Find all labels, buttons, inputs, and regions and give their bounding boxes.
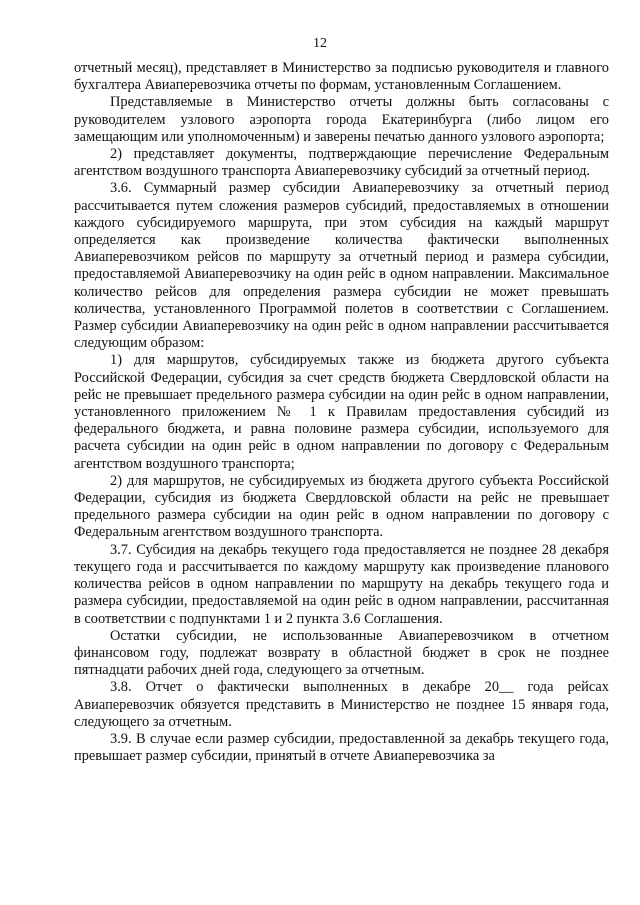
paragraph-3-7: 3.7. Субсидия на декабрь текущего года предоставляется не позднее 28 декабря текущего года и рассчитывается по каждому маршруту как произведение планового количества рейсов в одном направлении по маршруту на декабрь текущего года и размера субсидии, предоставляемой на один рейс в одном направлении, рассчитанная в соответствии с подпунктами 1 и 2 пункта 3.6 Соглашения.	[74, 541, 609, 627]
page-number: 12	[313, 36, 327, 51]
paragraph-3-6: 3.6. Суммарный размер субсидии Авиаперевозчику за отчетный период рассчитывается путем сложения размеров субсидий, предоставляемых в отношении каждого субсидируемого маршрута, при этом субсидия на каждый маршрут определяется как произведение количества фактически выполненных Авиаперевозчиком рейсов по маршруту за отчетный период и размера субсидии, предоставляемой Авиаперевозчику на один рейс в одном направлении. Максимальное количество рейсов для определения размера субсидии не может превышать количества, установленного Программой полетов в соответствии с Соглашением. Размер субсидии Авиаперевозчику на один рейс в одном направлении рассчитывается следующим образом:	[74, 180, 609, 352]
paragraph-3-6-item-2: 2) для маршрутов, не субсидируемых из бюджета другого субъекта Российской Федерации, субсидия из бюджета Свердловской области на рейс не превышает предельного размера субсидии на один рейс в одном направлении по договору с Федеральным агентством воздушного транспорта.	[74, 472, 609, 541]
document-body	[74, 60, 609, 765]
paragraph-continuation: отчетный месяц), представляет в Министерство за подписью руководителя и главного бухгалтера Авиаперевозчика отчеты по формам, установленным Соглашением.	[74, 60, 609, 94]
paragraph-3-9: 3.9. В случае если размер субсидии, предоставленной за декабрь текущего года, превышает размер субсидии, принятый в отчете Авиаперевозчика за	[74, 730, 609, 765]
paragraph-item-2-documents: 2) представляет документы, подтверждающие перечисление Федеральным агентством воздушного транспорта Авиаперевозчику субсидий за отчетный период.	[74, 146, 609, 180]
paragraph-3-8: 3.8. Отчет о фактически выполненных в декабре 20__ года рейсах Авиаперевозчик обязуется представить в Министерство не позднее 15 января года, следующего за отчетным.	[74, 679, 609, 730]
paragraph-reports-approval: Представляемые в Министерство отчеты должны быть согласованы с руководителем узлового аэропорта города Екатеринбурга (либо лицом его замещающим или уполномоченным) и заверены печатью данного узлового аэропорта;	[74, 94, 609, 145]
paragraph-3-6-item-1: 1) для маршрутов, субсидируемых также из бюджета другого субъекта Российской Федерации, субсидия за счет средств бюджета Свердловской области на рейс не превышает предельного размера субсидии на один рейс в одном направлении, установленного приложением № 1 к Правилам предоставления субсидий из федерального бюджета, и равна половине размера субсидии, используемого для расчета субсидии на один рейс в одном направлении по договору с Федеральным агентством воздушного транспорта;	[74, 352, 609, 472]
paragraph-subsidy-remainder: Остатки субсидии, не использованные Авиаперевозчиком в отчетном финансовом году, подлежат возврату в областной бюджет в срок не позднее пятнадцати рабочих дней года, следующего за отчетным.	[74, 627, 609, 679]
